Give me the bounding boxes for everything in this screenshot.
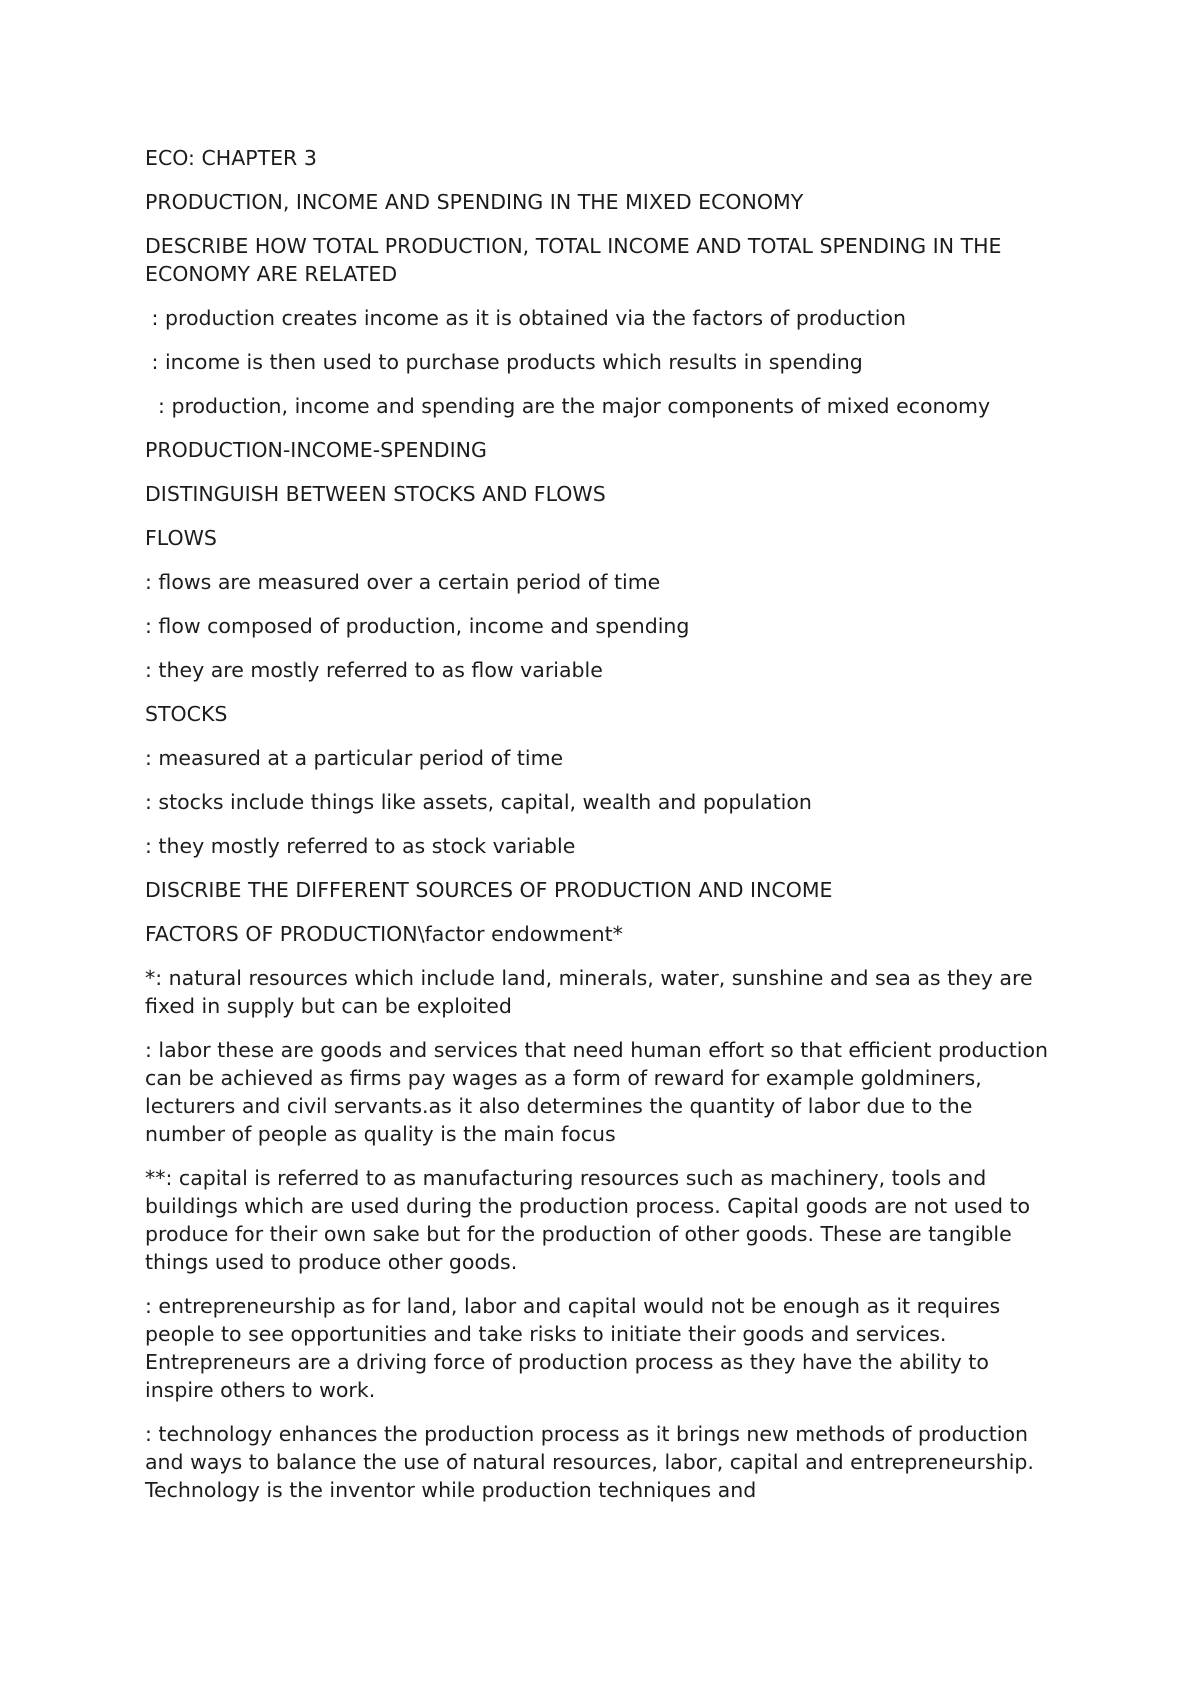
paragraph: : measured at a particular period of time [145, 746, 564, 770]
paragraph: : entrepreneurship as for land, labor and capital would not be enough as it requires people to see opportunities and take risks to initiate their goods and services. Entrepreneurs are a driving force of production process as they have the ability to inspire others to work. [145, 1294, 1007, 1402]
subsection-heading: FLOWS [145, 526, 217, 550]
paragraph: : they are mostly referred to as flow variable [145, 658, 603, 682]
paragraph: : they mostly referred to as stock variable [145, 834, 576, 858]
chapter-title: PRODUCTION, INCOME AND SPENDING IN THE MIXED ECONOMY [145, 190, 804, 214]
paragraph: : production creates income as it is obtained via the factors of production [145, 306, 906, 330]
section-heading: PRODUCTION-INCOME-SPENDING [145, 438, 487, 462]
subsection-heading: FACTORS OF PRODUCTION\factor endowment* [145, 922, 623, 946]
paragraph: : stocks include things like assets, capital, wealth and population [145, 790, 812, 814]
paragraph: : flow composed of production, income and spending [145, 614, 690, 638]
paragraph: : flows are measured over a certain period of time [145, 570, 661, 594]
chapter-label: ECO: CHAPTER 3 [145, 146, 317, 170]
section-heading: DISCRIBE THE DIFFERENT SOURCES OF PRODUCTION AND INCOME [145, 878, 833, 902]
document-body [145, 144, 1055, 1520]
paragraph: : income is then used to purchase products which results in spending [145, 350, 863, 374]
section-heading: DESCRIBE HOW TOTAL PRODUCTION, TOTAL INCOME AND TOTAL SPENDING IN THE ECONOMY ARE RELATED [145, 234, 1008, 286]
section-heading: DISTINGUISH BETWEEN STOCKS AND FLOWS [145, 482, 606, 506]
paragraph: : production, income and spending are the major components of mixed economy [145, 394, 991, 418]
paragraph: *: natural resources which include land, minerals, water, sunshine and sea as they are fixed in supply but can be exploited [145, 966, 1040, 1018]
subsection-heading: STOCKS [145, 702, 228, 726]
paragraph: : labor these are goods and services that need human effort so that efficient production can be achieved as firms pay wages as a form of reward for example goldminers, lecturers and civil servants.as it also determines the quantity of labor due to the number of people as quality is the main focus [145, 1038, 1055, 1146]
paragraph: **: capital is referred to as manufacturing resources such as machinery, tools and buildings which are used during the production process. Capital goods are not used to produce for their own sake but for the production of other goods. These are tangible things used to produce other goods. [145, 1166, 1037, 1274]
paragraph: : technology enhances the production process as it brings new methods of production and ways to balance the use of natural resources, labor, capital and entrepreneurship. Technology is the inventor while production techniques and [145, 1422, 1041, 1502]
